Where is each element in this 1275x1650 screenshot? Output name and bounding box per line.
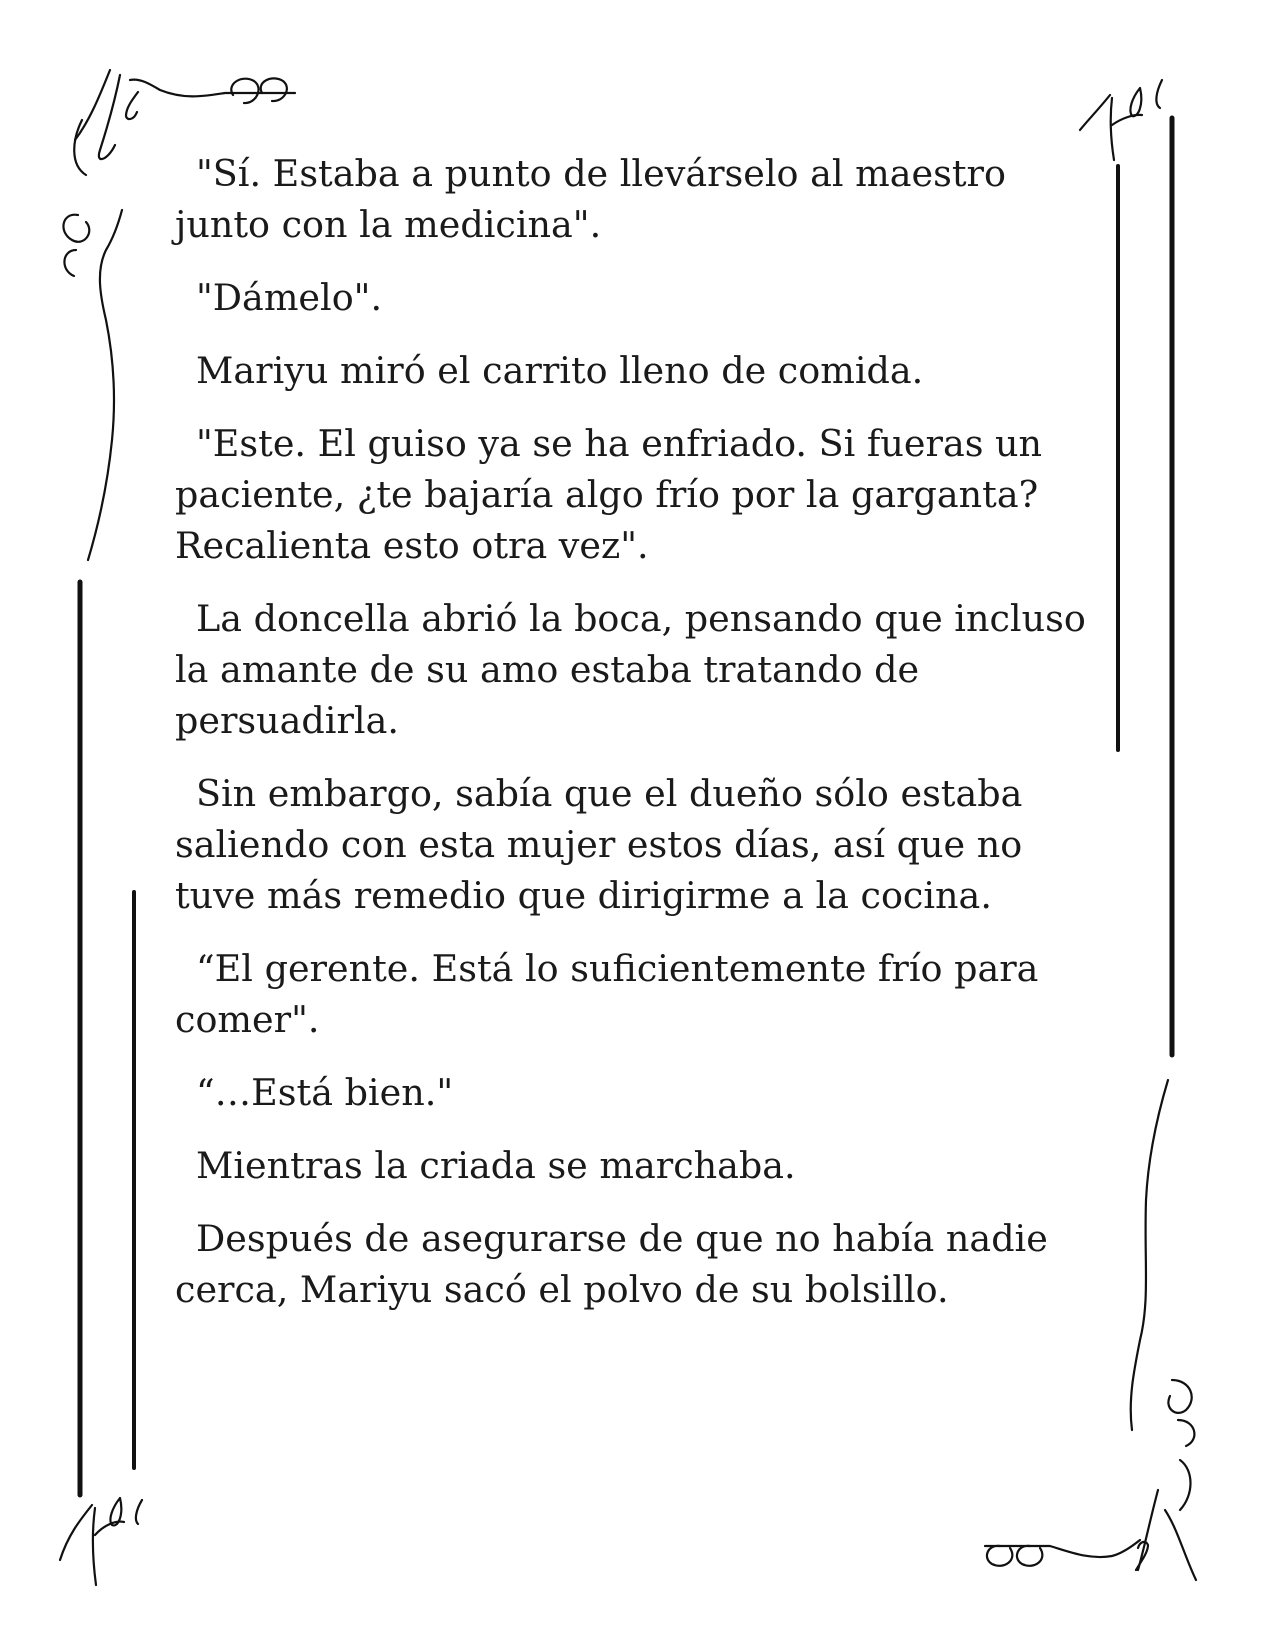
paragraph: "Sí. Estaba a punto de llevárselo al maestro junto con la medicina". [175,152,1006,246]
paragraph: Después de asegurarse de que no había nadie cerca, Mariyu sacó el polvo de su bolsillo. [175,1217,1048,1311]
page-body-text [175,148,1095,1337]
paragraph: Mariyu miró el carrito lleno de comida. [196,349,924,392]
paragraph: “El gerente. Está lo suficientemente frío para comer". [175,947,1039,1041]
bottom-left-flourish [60,1498,142,1585]
paragraph: "Dámelo". [196,276,383,319]
paragraph: Sin embargo, sabía que el dueño sólo estaba saliendo con esta mujer estos días, así que no tuve más remedio que dirigirme a la cocina. [175,772,1023,917]
paragraph: "Este. El guiso ya se ha enfriado. Si fueras un paciente, ¿te bajaría algo frío por la garganta? Recalienta esto otra vez". [175,422,1043,567]
paragraph: Mientras la criada se marchaba. [196,1144,796,1187]
paragraph: “…Está bien." [196,1071,454,1114]
paragraph: La doncella abrió la boca, pensando que incluso la amante de su amo estaba tratando de persuadirla. [175,597,1086,742]
